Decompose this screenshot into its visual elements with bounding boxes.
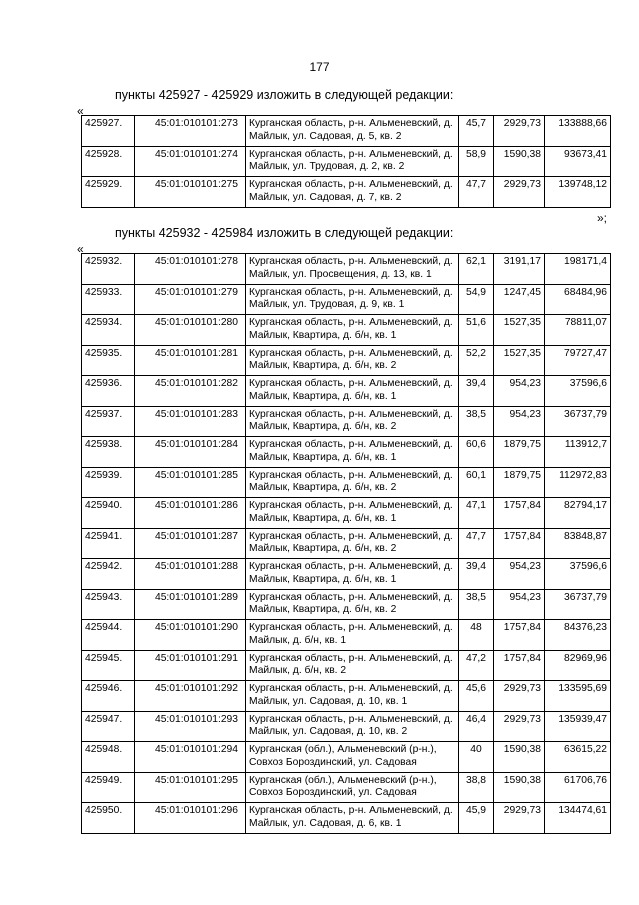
cadastral-number-cell: 45:01:010101:283 [135, 406, 246, 437]
table-row [82, 254, 611, 285]
table-row [82, 177, 611, 208]
cadastral-value-cell: 37596,6 [545, 559, 611, 590]
unit-price-cell: 1757,84 [494, 528, 545, 559]
cadastral-number-cell: 45:01:010101:291 [135, 650, 246, 681]
address-cell: Курганская область, р-н. Альменевский, д. Майлык, Квартира, д. б/н, кв. 2 [246, 345, 459, 376]
unit-price-cell: 954,23 [494, 559, 545, 590]
address-cell: Курганская область, р-н. Альменевский, д. Майлык, Квартира, д. б/н, кв. 1 [246, 376, 459, 407]
table-row [82, 146, 611, 177]
address-cell: Курганская область, р-н. Альменевский, д. Майлык, ул. Просвещения, д. 13, кв. 1 [246, 254, 459, 285]
address-cell: Курганская область, р-н. Альменевский, д. Майлык, Квартира, д. б/н, кв. 2 [246, 467, 459, 498]
area-cell: 46,4 [459, 711, 494, 742]
table-row [82, 711, 611, 742]
row-number-cell: 425950. [82, 803, 135, 834]
cadastral-value-cell: 61706,76 [545, 772, 611, 803]
unit-price-cell: 2929,73 [494, 711, 545, 742]
row-number-cell: 425946. [82, 681, 135, 712]
unit-price-cell: 1879,75 [494, 467, 545, 498]
area-cell: 58,9 [459, 146, 494, 177]
row-number-cell: 425937. [82, 406, 135, 437]
row-number-cell: 425940. [82, 498, 135, 529]
area-cell: 39,4 [459, 559, 494, 590]
area-cell: 60,1 [459, 467, 494, 498]
cadastral-value-cell: 133888,66 [545, 116, 611, 147]
row-number-cell: 425944. [82, 620, 135, 651]
row-number-cell: 425934. [82, 315, 135, 346]
address-cell: Курганская область, р-н. Альменевский, д. Майлык, ул. Садовая, д. 10, кв. 2 [246, 711, 459, 742]
table-row [82, 376, 611, 407]
section1-table [81, 115, 611, 208]
area-cell: 52,2 [459, 345, 494, 376]
unit-price-cell: 954,23 [494, 376, 545, 407]
cadastral-value-cell: 82794,17 [545, 498, 611, 529]
table-row [82, 559, 611, 590]
cadastral-number-cell: 45:01:010101:278 [135, 254, 246, 285]
page-number: 177 [309, 60, 330, 74]
cadastral-value-cell: 93673,41 [545, 146, 611, 177]
unit-price-cell: 1590,38 [494, 146, 545, 177]
address-cell: Курганская (обл.), Альменевский (р-н.), Совхоз Бороздинский, ул. Садовая [246, 742, 459, 773]
cadastral-number-cell: 45:01:010101:294 [135, 742, 246, 773]
area-cell: 47,7 [459, 177, 494, 208]
cadastral-value-cell: 134474,61 [545, 803, 611, 834]
table-row [82, 315, 611, 346]
area-cell: 47,2 [459, 650, 494, 681]
address-cell: Курганская область, р-н. Альменевский, д. Майлык, ул. Садовая, д. 5, кв. 2 [246, 116, 459, 147]
table-row [82, 650, 611, 681]
unit-price-cell: 2929,73 [494, 681, 545, 712]
cadastral-value-cell: 63615,22 [545, 742, 611, 773]
cadastral-number-cell: 45:01:010101:280 [135, 315, 246, 346]
table-row [82, 742, 611, 773]
unit-price-cell: 954,23 [494, 406, 545, 437]
area-cell: 51,6 [459, 315, 494, 346]
address-cell: Курганская область, р-н. Альменевский, д. Майлык, Квартира, д. б/н, кв. 1 [246, 559, 459, 590]
area-cell: 54,9 [459, 284, 494, 315]
unit-price-cell: 954,23 [494, 589, 545, 620]
table-row [82, 406, 611, 437]
area-cell: 45,7 [459, 116, 494, 147]
unit-price-cell: 1590,38 [494, 742, 545, 773]
area-cell: 62,1 [459, 254, 494, 285]
cadastral-number-cell: 45:01:010101:279 [135, 284, 246, 315]
address-cell: Курганская область, р-н. Альменевский, д. Майлык, д. б/н, кв. 1 [246, 620, 459, 651]
section2-open-quote: « [77, 242, 84, 256]
area-cell: 38,8 [459, 772, 494, 803]
cadastral-number-cell: 45:01:010101:293 [135, 711, 246, 742]
cadastral-value-cell: 82969,96 [545, 650, 611, 681]
address-cell: Курганская область, р-н. Альменевский, д. Майлык, Квартира, д. б/н, кв. 1 [246, 498, 459, 529]
row-number-cell: 425933. [82, 284, 135, 315]
cadastral-value-cell: 133595,69 [545, 681, 611, 712]
address-cell: Курганская область, р-н. Альменевский, д. Майлык, ул. Садовая, д. 10, кв. 1 [246, 681, 459, 712]
row-number-cell: 425943. [82, 589, 135, 620]
cadastral-number-cell: 45:01:010101:275 [135, 177, 246, 208]
address-cell: Курганская область, р-н. Альменевский, д. Майлык, ул. Садовая, д. 7, кв. 2 [246, 177, 459, 208]
cadastral-number-cell: 45:01:010101:282 [135, 376, 246, 407]
row-number-cell: 425947. [82, 711, 135, 742]
table-row [82, 589, 611, 620]
row-number-cell: 425949. [82, 772, 135, 803]
cadastral-number-cell: 45:01:010101:292 [135, 681, 246, 712]
unit-price-cell: 1527,35 [494, 345, 545, 376]
cadastral-value-cell: 36737,79 [545, 406, 611, 437]
row-number-cell: 425941. [82, 528, 135, 559]
cadastral-number-cell: 45:01:010101:289 [135, 589, 246, 620]
area-cell: 45,6 [459, 681, 494, 712]
cadastral-number-cell: 45:01:010101:284 [135, 437, 246, 468]
table-row [82, 681, 611, 712]
unit-price-cell: 1247,45 [494, 284, 545, 315]
address-cell: Курганская область, р-н. Альменевский, д. Майлык, Квартира, д. б/н, кв. 2 [246, 589, 459, 620]
table-row [82, 284, 611, 315]
table-row [82, 772, 611, 803]
address-cell: Курганская область, р-н. Альменевский, д. Майлык, ул. Трудовая, д. 2, кв. 2 [246, 146, 459, 177]
address-cell: Курганская область, р-н. Альменевский, д. Майлык, Квартира, д. б/н, кв. 2 [246, 528, 459, 559]
row-number-cell: 425929. [82, 177, 135, 208]
area-cell: 48 [459, 620, 494, 651]
unit-price-cell: 1757,84 [494, 650, 545, 681]
cadastral-number-cell: 45:01:010101:274 [135, 146, 246, 177]
area-cell: 38,5 [459, 589, 494, 620]
cadastral-number-cell: 45:01:010101:290 [135, 620, 246, 651]
cadastral-value-cell: 84376,23 [545, 620, 611, 651]
cadastral-number-cell: 45:01:010101:273 [135, 116, 246, 147]
row-number-cell: 425938. [82, 437, 135, 468]
address-cell: Курганская область, р-н. Альменевский, д. Майлык, д. б/н, кв. 2 [246, 650, 459, 681]
cadastral-value-cell: 79727,47 [545, 345, 611, 376]
unit-price-cell: 1590,38 [494, 772, 545, 803]
cadastral-number-cell: 45:01:010101:295 [135, 772, 246, 803]
row-number-cell: 425927. [82, 116, 135, 147]
address-cell: Курганская область, р-н. Альменевский, д. Майлык, ул. Трудовая, д. 9, кв. 1 [246, 284, 459, 315]
table-row [82, 345, 611, 376]
unit-price-cell: 1879,75 [494, 437, 545, 468]
table-row [82, 803, 611, 834]
table-row [82, 620, 611, 651]
area-cell: 45,9 [459, 803, 494, 834]
table-row [82, 528, 611, 559]
row-number-cell: 425945. [82, 650, 135, 681]
area-cell: 39,4 [459, 376, 494, 407]
table-row [82, 498, 611, 529]
row-number-cell: 425936. [82, 376, 135, 407]
row-number-cell: 425939. [82, 467, 135, 498]
address-cell: Курганская область, р-н. Альменевский, д. Майлык, ул. Садовая, д. 6, кв. 1 [246, 803, 459, 834]
cadastral-value-cell: 135939,47 [545, 711, 611, 742]
section2-heading: пункты 425932 - 425984 изложить в следующей редакции: [115, 226, 454, 240]
cadastral-number-cell: 45:01:010101:288 [135, 559, 246, 590]
cadastral-value-cell: 83848,87 [545, 528, 611, 559]
section2-table [81, 253, 611, 834]
section1-open-quote: « [77, 104, 84, 118]
table-row [82, 467, 611, 498]
unit-price-cell: 1527,35 [494, 315, 545, 346]
unit-price-cell: 2929,73 [494, 116, 545, 147]
cadastral-number-cell: 45:01:010101:281 [135, 345, 246, 376]
cadastral-value-cell: 37596,6 [545, 376, 611, 407]
address-cell: Курганская область, р-н. Альменевский, д. Майлык, Квартира, д. б/н, кв. 1 [246, 437, 459, 468]
cadastral-value-cell: 139748,12 [545, 177, 611, 208]
cadastral-number-cell: 45:01:010101:285 [135, 467, 246, 498]
address-cell: Курганская область, р-н. Альменевский, д. Майлык, Квартира, д. б/н, кв. 1 [246, 315, 459, 346]
area-cell: 60,6 [459, 437, 494, 468]
address-cell: Курганская область, р-н. Альменевский, д. Майлык, Квартира, д. б/н, кв. 2 [246, 406, 459, 437]
row-number-cell: 425948. [82, 742, 135, 773]
row-number-cell: 425942. [82, 559, 135, 590]
cadastral-value-cell: 113912,7 [545, 437, 611, 468]
area-cell: 47,1 [459, 498, 494, 529]
unit-price-cell: 2929,73 [494, 803, 545, 834]
unit-price-cell: 1757,84 [494, 620, 545, 651]
row-number-cell: 425935. [82, 345, 135, 376]
address-cell: Курганская (обл.), Альменевский (р-н.), Совхоз Бороздинский, ул. Садовая [246, 772, 459, 803]
cadastral-number-cell: 45:01:010101:286 [135, 498, 246, 529]
cadastral-number-cell: 45:01:010101:287 [135, 528, 246, 559]
row-number-cell: 425928. [82, 146, 135, 177]
area-cell: 47,7 [459, 528, 494, 559]
area-cell: 38,5 [459, 406, 494, 437]
unit-price-cell: 3191,17 [494, 254, 545, 285]
cadastral-value-cell: 68484,96 [545, 284, 611, 315]
cadastral-value-cell: 78811,07 [545, 315, 611, 346]
cadastral-value-cell: 112972,83 [545, 467, 611, 498]
cadastral-number-cell: 45:01:010101:296 [135, 803, 246, 834]
area-cell: 40 [459, 742, 494, 773]
unit-price-cell: 2929,73 [494, 177, 545, 208]
cadastral-value-cell: 36737,79 [545, 589, 611, 620]
section1-heading: пункты 425927 - 425929 изложить в следующей редакции: [115, 88, 454, 102]
table-row [82, 437, 611, 468]
section1-close-quote: »; [597, 211, 608, 225]
cadastral-value-cell: 198171,4 [545, 254, 611, 285]
unit-price-cell: 1757,84 [494, 498, 545, 529]
row-number-cell: 425932. [82, 254, 135, 285]
table-row [82, 116, 611, 147]
